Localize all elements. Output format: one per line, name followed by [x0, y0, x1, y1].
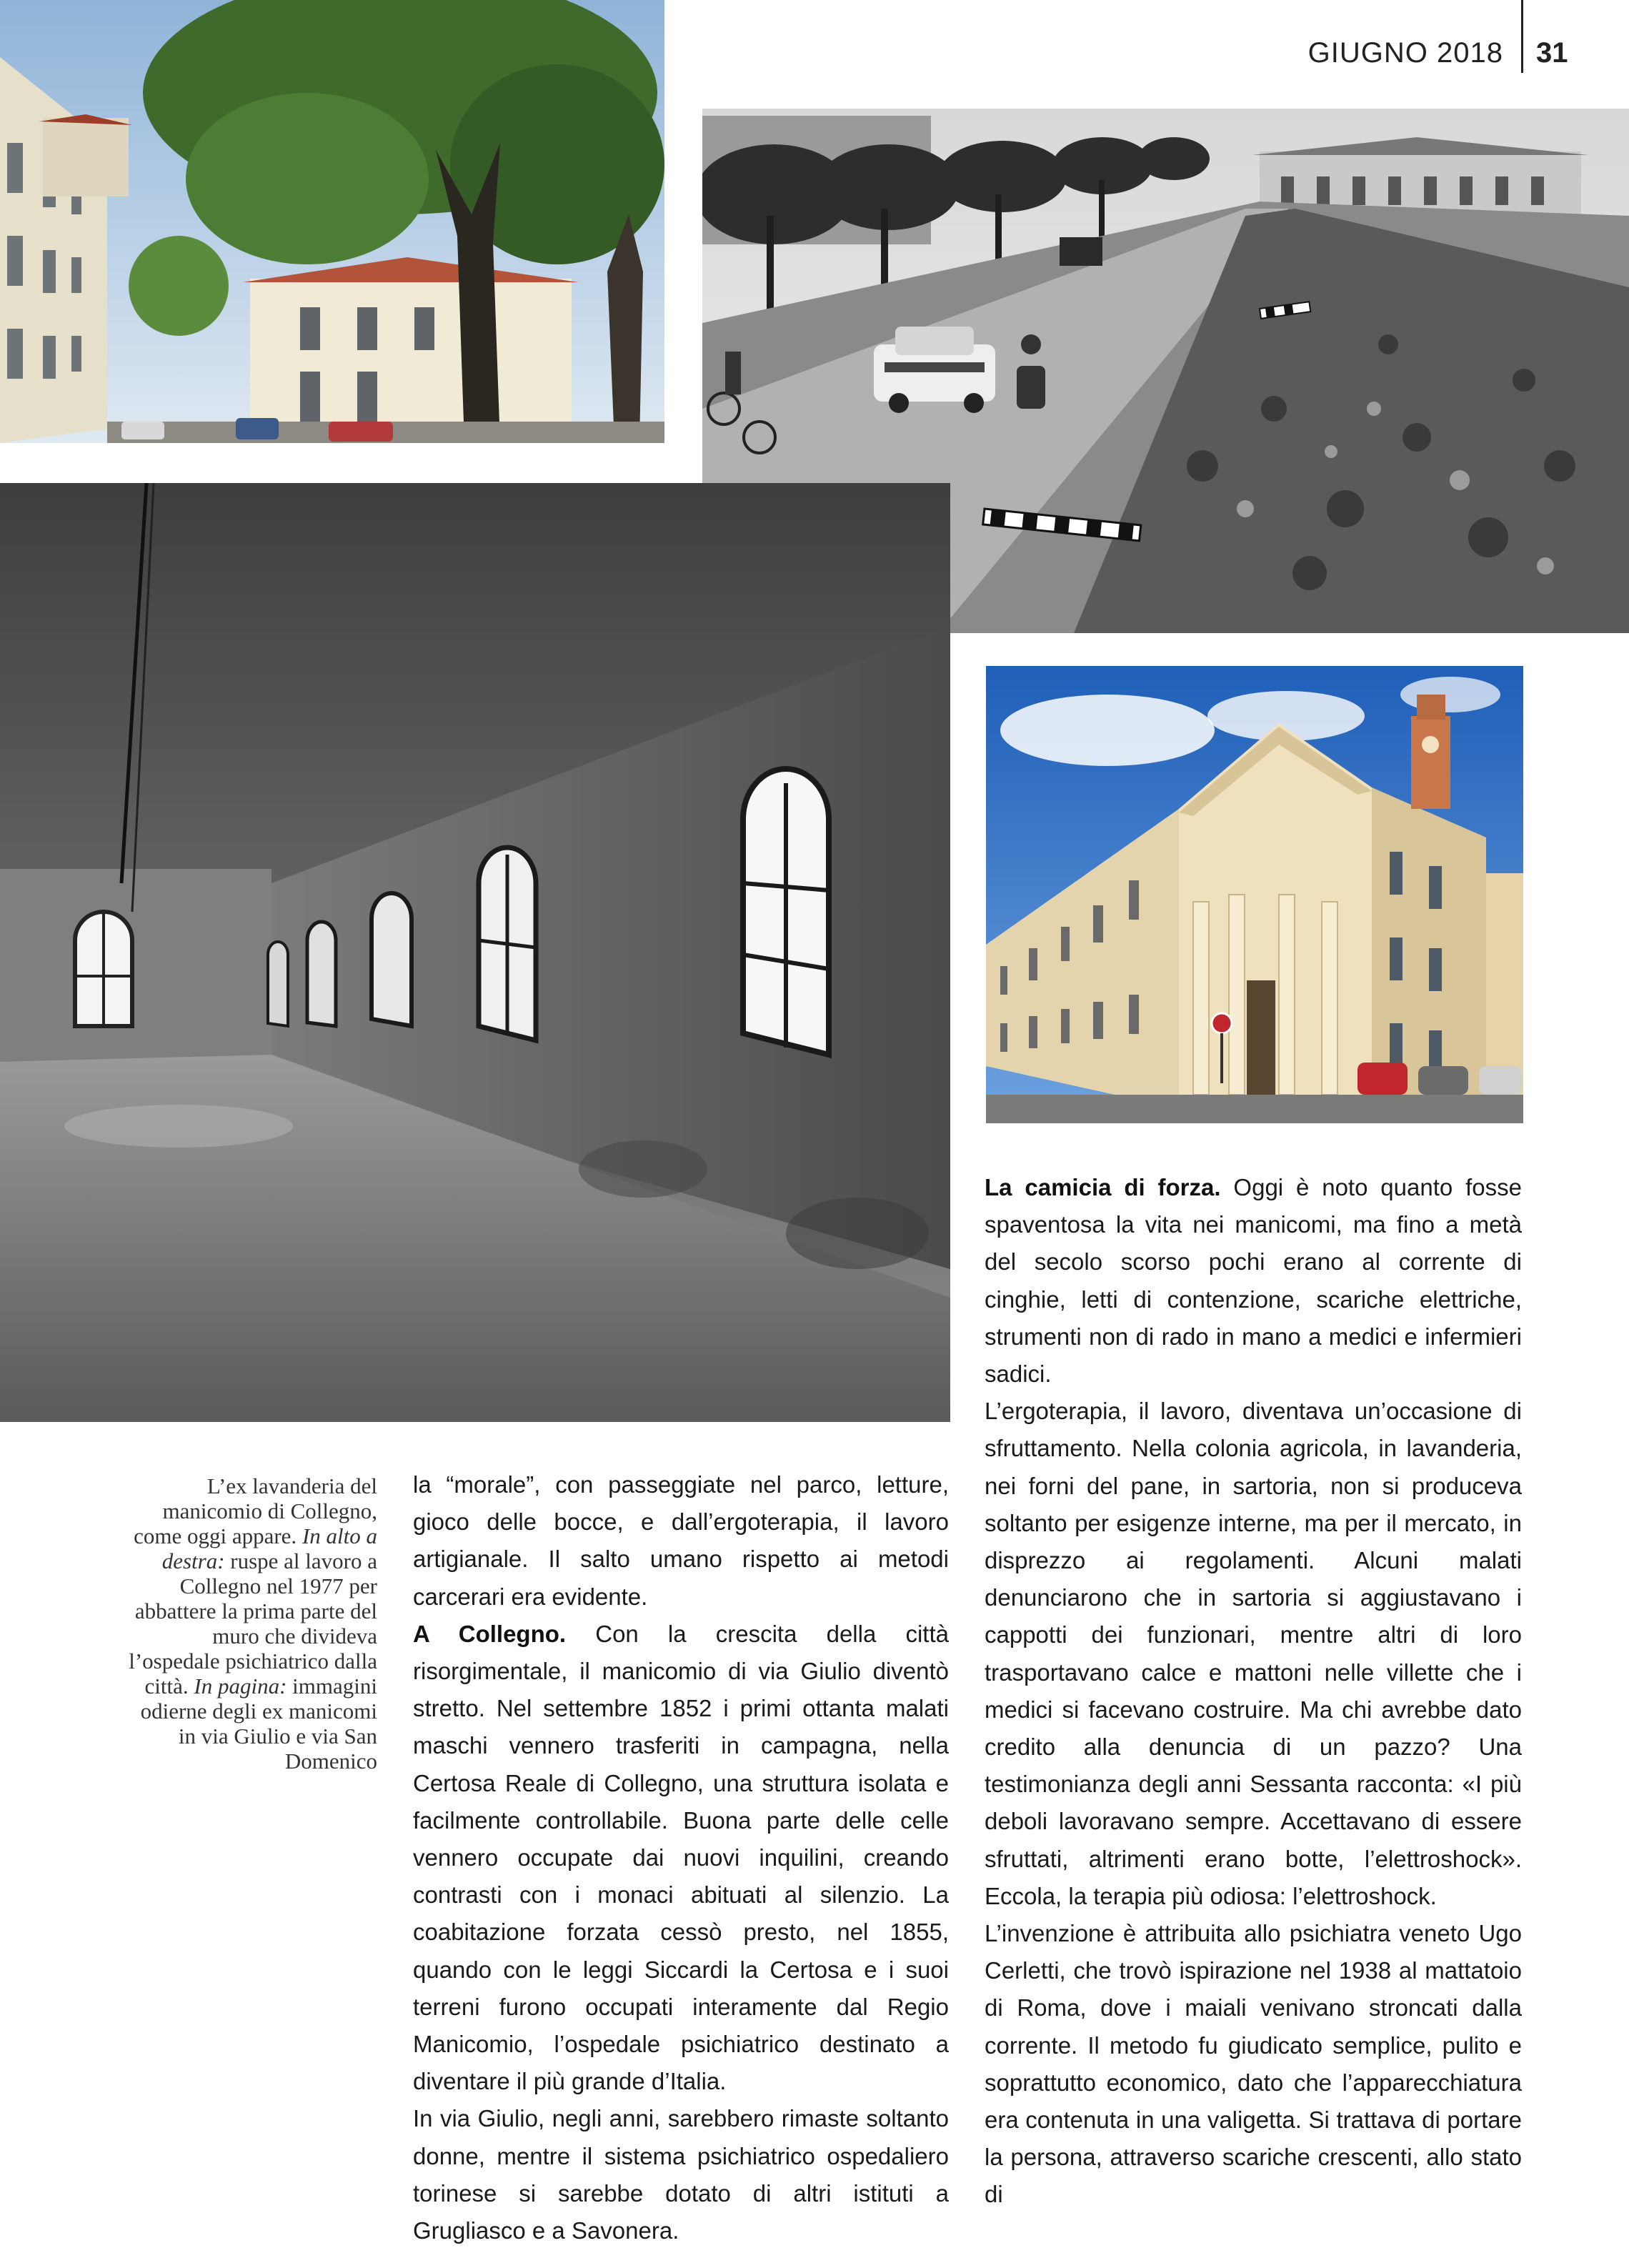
section-heading-camicia-di-forza: La camicia di forza.: [985, 1174, 1221, 1200]
caption-label2: In alto a destra:: [161, 1523, 377, 1573]
section-heading-a-collegno: A Collegno.: [413, 1620, 567, 1647]
header-divider: [1521, 0, 1523, 73]
paragraph: la “morale”, con passeggiate nel parco, letture, gioco delle bocce, e dall’ergoterapia, il lavoro artigianale. Il salto umano rispetto ai metodi carcerari era evidente.: [413, 1471, 949, 1610]
photo-ex-lavanderia: [0, 483, 950, 1422]
issue-month: GIUGNO 2018: [1307, 37, 1503, 69]
page-number: 31: [1536, 37, 1568, 69]
caption-part3: immagini odierne degli ex manicomi in via Giulio e via San Domenico: [140, 1673, 377, 1774]
article-column-right: [985, 1169, 1522, 2214]
caption-label3: In pagina:: [194, 1673, 287, 1698]
photo-via-san-domenico: [986, 666, 1523, 1123]
paragraph-body: Con la crescita della città risorgimentale, il manicomio di via Giulio diventò stretto. Nel settembre 1852 i primi ottanta malati maschi vennero trasferiti in campagna, nella Certosa Reale di Collegno, una struttura isolata e facilmente controllabile. Buona parte delle celle vennero occupate dai nuovi inquilini, creando contrasti con i monaci abituati al silenzio. La coabitazione forzata cessò presto, nel 1855, quando con le leggi Siccardi la Certosa e i suoi terreni furono occupati interamente dal Regio Manicomio, l’ospedale psichiatrico destinato a diventare il più grande d’Italia.: [413, 1620, 949, 2095]
caption-part1: L’ex lavanderia del manicomio di Collegno, come oggi appare.: [134, 1473, 377, 1548]
photo-via-giulio-street: [0, 0, 664, 443]
paragraph: [985, 1169, 1522, 1393]
photo-caption: [121, 1473, 377, 1774]
paragraph: [413, 1616, 949, 2101]
paragraph: L’invenzione è attribuita allo psichiatra veneto Ugo Cerletti, che trovò ispirazione nel 1938 al mattatoio di Roma, dove i maiali venivano stroncati dalla corrente. Il metodo fu giudicato semplice, pulito e soprattutto economico, dato che l’apparecchiatura era contenuta in una valigetta. Si trattava di portare la persona, attraverso scariche crescenti, allo stato di: [985, 1920, 1522, 2208]
paragraph: L’ergoterapia, il lavoro, diventava un’occasione di sfruttamento. Nella colonia agricola, in lavanderia, nei forni del pane, in sartoria, non si produceva soltanto per esigenze interne, ma per il mercato, in disprezzo ai regolamenti. Alcuni malati denunciarono che in sartoria si aggiustavano i cappotti dei funzionari, mentre altri di loro trasportavano calce e mattoni nelle villette che i medici si facevano costruire. Ma chi avrebbe dato credito alla denuncia di un pazzo? Una testimonianza degli anni Sessanta racconta: «I più deboli lavoravano sempre. Accettavano di essere sfruttati, altrimenti erano botte, l’elettroshock». Eccola, la terapia più odiosa: l’elettroshock.: [985, 1398, 1522, 1909]
paragraph-body: Oggi è noto quanto fosse spaventosa la vita nei manicomi, ma fino a metà del secolo scorso pochi erano al corrente di cinghie, letti di contenzione, scariche elettriche, strumenti non di rado in mano a medici e infermieri sadici.: [985, 1174, 1522, 1388]
paragraph: In via Giulio, negli anni, sarebbero rimaste soltanto donne, mentre il sistema psichiatrico ospedaliero torinese si sarebbe dotato di altri istituti a Grugliasco e a Savonera.: [413, 2105, 949, 2244]
caption-part2: ruspe al lavoro a Collegno nel 1977 per abbattere la prima parte del muro che divideva l’ospedale psichiatrico dalla città.: [129, 1548, 377, 1698]
article-column-middle: [413, 1466, 949, 2249]
